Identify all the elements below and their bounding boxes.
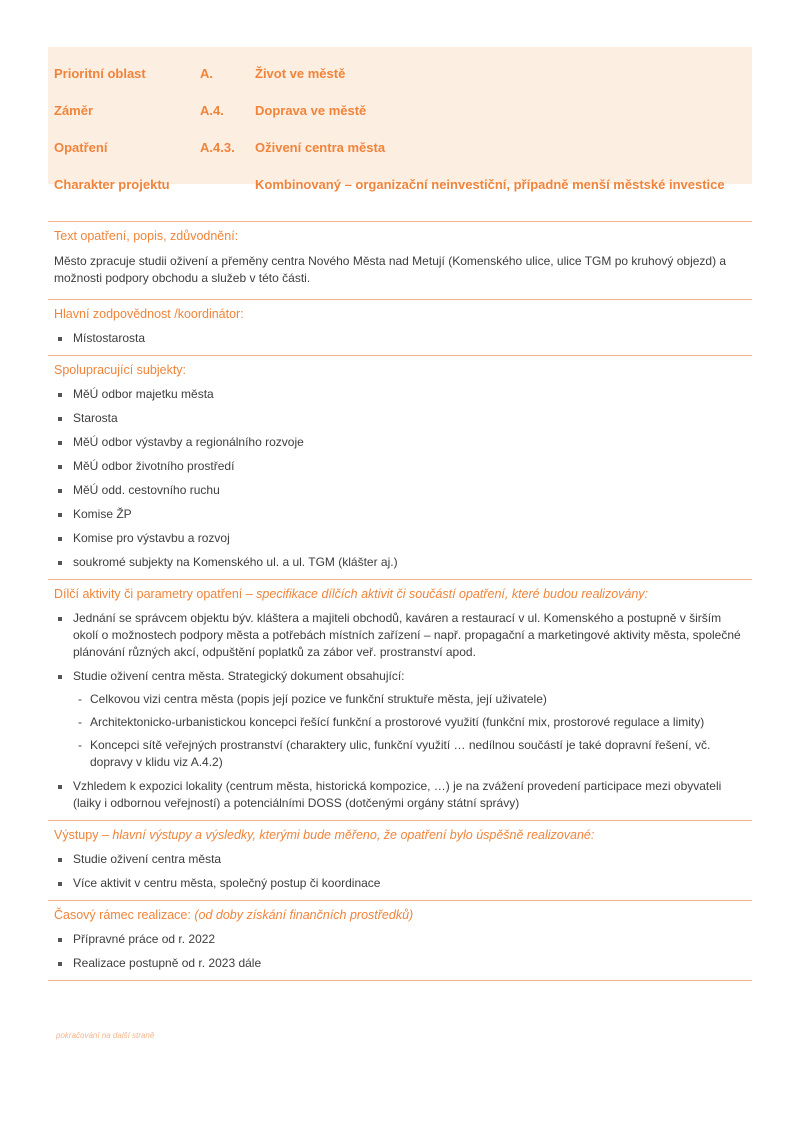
list-item: Místostarosta xyxy=(54,330,746,347)
coordinator-list xyxy=(54,330,746,347)
section-title: Hlavní zodpovědnost /koordinátor: xyxy=(54,307,244,321)
section-title-main: Výstupy xyxy=(54,828,99,842)
continued-note: pokračování na další straně xyxy=(56,1031,155,1040)
project-header xyxy=(48,47,752,192)
header-code: A. xyxy=(200,66,213,81)
detail-sections xyxy=(48,221,752,981)
list-item: MěÚ odbor životního prostředí xyxy=(54,458,746,475)
header-row-priority-area xyxy=(54,55,746,92)
list-item xyxy=(54,668,746,771)
header-row-measure xyxy=(54,129,746,166)
sub-list-item: - Architektonicko-urbanistickou koncepci řešící funkční a prostorové využití (funkční mix, prostorové regulace a limity) xyxy=(73,714,746,731)
list-item: Komise ŽP xyxy=(54,506,746,523)
timeframe-list xyxy=(54,931,746,972)
sub-list-item: - Celkovou vizi centra města (popis její pozice ve funkční struktuře města, její uživatele) xyxy=(73,691,746,708)
section-title-note: – hlavní výstupy a výsledky, kterými bude měřeno, že opatření bylo úspěšně realizované: xyxy=(98,828,595,842)
partners-list xyxy=(54,386,746,571)
coordinator-section xyxy=(48,300,752,356)
list-item: Studie oživení centra města xyxy=(54,851,746,868)
list-item: Starosta xyxy=(54,410,746,427)
header-value: Doprava ve městě xyxy=(255,103,367,118)
page xyxy=(48,47,752,981)
partners-section xyxy=(48,356,752,580)
section-title xyxy=(54,901,746,923)
section-title-note: – specifikace dílčích aktivit či součástí opatření, které budou realizovány: xyxy=(242,587,649,601)
header-label: Prioritní oblast xyxy=(54,66,146,81)
list-item: Jednání se správcem objektu býv. kláštera a majiteli obchodů, kaváren a restaurací v ul. Komenského a postupně v širším okolí o možnostech podpory města a potřebách místních zařízení – např. propagační a marketingové aktivity města, společné plánování různých akcí, odpuštění poplatků za zábor veř. prostranství apod. xyxy=(54,610,746,661)
header-value: Kombinovaný – organizační neinvestiční, případně menší městské investice xyxy=(255,177,725,192)
header-row-intent xyxy=(54,92,746,129)
outputs-list xyxy=(54,851,746,892)
header-row-project-character xyxy=(54,166,746,203)
description-text: Město zpracuje studii oživení a přeměny centra Nového Města nad Metují (Komenského ulice, ulice TGM po kruhový objezd) a možnosti podpory obchodu a služeb v této části. xyxy=(54,254,727,285)
list-item: MěÚ odbor majetku města xyxy=(54,386,746,403)
section-title xyxy=(54,821,746,843)
list-item-text: Studie oživení centra města. Strategický dokument obsahující: xyxy=(73,669,405,683)
header-label: Charakter projektu xyxy=(54,177,170,192)
section-title: Text opatření, popis, zdůvodnění: xyxy=(54,229,239,243)
list-item: Vzhledem k expozici lokality (centrum města, historická kompozice, …) je na zvážení provedení participace mezi obyvateli (laiky i odbornou veřejností) a potenciálními DOSS (dotčenými orgány státní správy) xyxy=(54,778,746,812)
sub-list-item: - Koncepci sítě veřejných prostranství (charaktery ulic, funkční využití … nedílnou součástí je také dopravní řešení, vč. dopravy v klidu viz A.4.2) xyxy=(73,737,746,771)
header-label: Záměr xyxy=(54,103,94,118)
section-title-main: Dílčí aktivity či parametry opatření xyxy=(54,587,243,601)
section-title: Spolupracující subjekty: xyxy=(54,363,187,377)
activities-section xyxy=(48,580,752,821)
section-title xyxy=(54,580,746,602)
list-item: Komise pro výstavbu a rozvoj xyxy=(54,530,746,547)
header-code: A.4. xyxy=(200,103,224,118)
activities-list xyxy=(54,610,746,812)
header-code: A.4.3. xyxy=(200,140,235,155)
description-section xyxy=(48,222,752,300)
list-item: MěÚ odbor výstavby a regionálního rozvoje xyxy=(54,434,746,451)
section-title-note: (od doby získání finančních prostředků) xyxy=(194,908,414,922)
section-title-main: Časový rámec realizace: xyxy=(54,908,195,922)
header-value: Oživení centra města xyxy=(255,140,386,155)
timeframe-section xyxy=(48,901,752,981)
list-item: soukromé subjekty na Komenského ul. a ul. TGM (klášter aj.) xyxy=(54,554,746,571)
list-item: Realizace postupně od r. 2023 dále xyxy=(54,955,746,972)
outputs-section xyxy=(48,821,752,901)
header-label: Opatření xyxy=(54,140,108,155)
list-item: Přípravné práce od r. 2022 xyxy=(54,931,746,948)
list-item: Více aktivit v centru města, společný postup či koordinace xyxy=(54,875,746,892)
header-value: Život ve městě xyxy=(255,66,346,81)
study-contents-list xyxy=(73,691,746,771)
list-item: MěÚ odd. cestovního ruchu xyxy=(54,482,746,499)
